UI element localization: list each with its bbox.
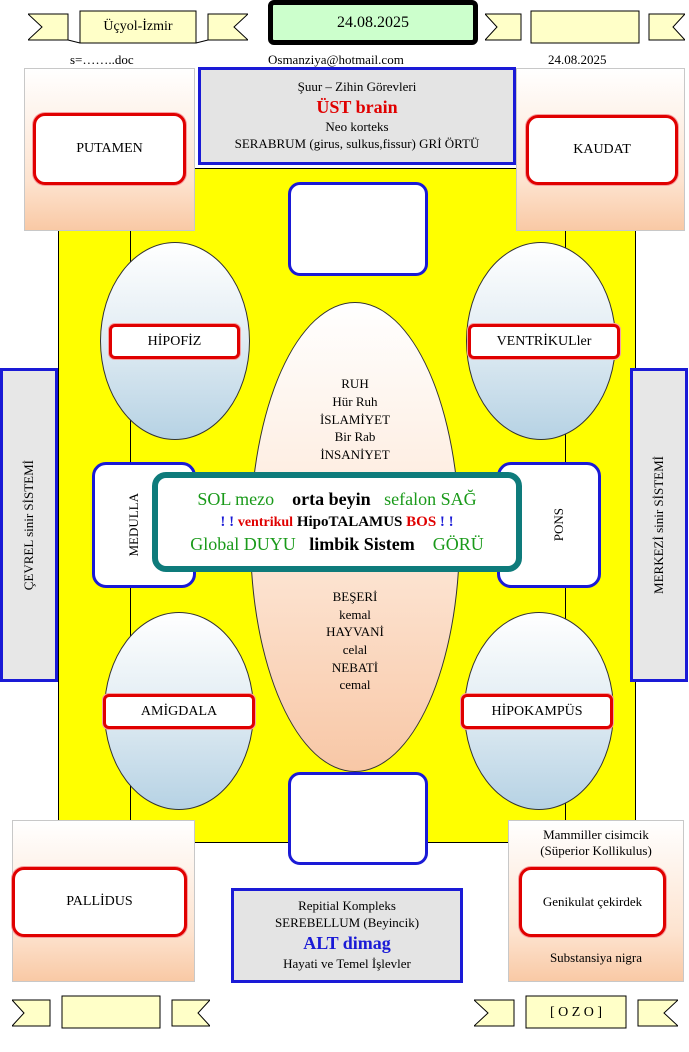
global-duyu: Global DUYU (190, 534, 296, 555)
upper-line-4: İNSANİYET (320, 447, 390, 462)
location-label: Üçyol-İzmir (103, 19, 173, 34)
amigdala-box (103, 694, 255, 729)
email: Osmanziya@hotmail.com (268, 52, 404, 67)
bos: BOS (406, 513, 437, 530)
kaudat-box (526, 115, 678, 185)
lower-line-1: kemal (339, 606, 371, 622)
genikulat-box (519, 867, 666, 937)
upper-line-1: Hür Ruh (332, 393, 378, 409)
lower-line-3: celal (342, 642, 368, 657)
lower-line-4: NEBATİ (331, 659, 379, 675)
ust-brain-line1: Şuur – Zihin Görevleri (297, 78, 417, 94)
hipotalamus-box (152, 472, 522, 572)
pons-label: PONS (551, 508, 566, 542)
limbik-sistem: limbik Sistem (309, 534, 415, 555)
hipofiz-box (109, 324, 240, 359)
teal-row-3 (190, 532, 484, 556)
orta-beyin: orta beyin (292, 489, 371, 510)
pallidus-box (12, 867, 187, 937)
lower-line-0: BEŞERİ (332, 588, 378, 604)
lower-line-5: cemal (339, 677, 371, 693)
date-box-label: 24.08.2025 (337, 13, 409, 31)
substansiya-label: Substansiya nigra (549, 950, 643, 965)
location-banner (28, 8, 248, 46)
alt-dimag-line2: SEREBELLUM (Beyincik) (274, 915, 420, 931)
ventrikul: ventrikul (237, 514, 294, 530)
sol-mezo: SOL mezo (197, 489, 275, 510)
exclaim-right: ! ! (439, 513, 454, 530)
footer-banner-left (12, 992, 210, 1032)
mammiller-label-block (508, 824, 684, 862)
ventrikuller-box (468, 324, 620, 359)
date-box (268, 0, 478, 45)
empty-box-bottom (288, 772, 428, 865)
hipokampus-box (461, 694, 613, 729)
ventrikuller-label: VENTRİKULler (496, 333, 592, 349)
empty-box-top (288, 182, 428, 276)
header-date: 24.08.2025 (548, 52, 607, 67)
center-ellipse-lower-text (250, 586, 460, 696)
mammiller-label: Mammiller cisimcik (543, 827, 649, 842)
teal-row-2 (220, 512, 453, 533)
kaudat-label: KAUDAT (573, 142, 631, 157)
hipofiz-label: HİPOFİZ (147, 333, 202, 349)
medulla-label: MEDULLA (126, 493, 141, 557)
corner-banner-right (485, 8, 685, 46)
ust-brain-line4: SERABRUM (girus, sulkus,fissur) GRİ ÖRTÜ (234, 136, 480, 152)
superior-kollikulus-label: (Süperior Kollikulus) (540, 843, 652, 858)
goru: GÖRÜ (432, 534, 484, 555)
lower-line-2: HAYVANİ (326, 624, 384, 640)
hipotalamus: HipoTALAMUS (296, 513, 403, 530)
pallidus-label: PALLİDUS (66, 894, 133, 909)
file-name: s=……..doc (70, 52, 134, 67)
teal-row-1 (197, 487, 476, 511)
sefalon-sag: sefalon SAĞ (384, 489, 477, 510)
ozo-banner (474, 992, 678, 1032)
putamen-box (33, 113, 186, 185)
alt-dimag-box (231, 888, 463, 983)
upper-line-0: RUH (341, 376, 369, 392)
ust-brain-line3: Neo korteks (325, 119, 389, 135)
alt-dimag-title: ALT dimag (303, 933, 391, 954)
center-ellipse-upper-text (250, 372, 460, 467)
genikulat-label: Genikulat çekirdek (542, 894, 643, 909)
ozo-label: [ O Z O ] (549, 1005, 603, 1020)
hipokampus-label: HİPOKAMPÜS (491, 703, 583, 719)
merkezi-sinir-label: MERKEZİ sinir SİSTEMİ (651, 456, 666, 594)
putamen-label: PUTAMEN (76, 141, 143, 156)
cevrel-sinir-label: ÇEVREL sinir SİSTEMİ (21, 459, 36, 591)
upper-line-3: Bir Rab (334, 429, 376, 445)
cevrel-sinir-panel (0, 368, 58, 682)
upper-line-2: İSLAMİYET (319, 411, 391, 427)
amigdala-label: AMİGDALA (140, 703, 218, 719)
alt-dimag-line4: Hayati ve Temel İşlevler (283, 955, 411, 971)
ust-brain-box (198, 67, 516, 165)
alt-dimag-line1: Repitial Kompleks (298, 898, 396, 914)
merkezi-sinir-panel (630, 368, 688, 682)
exclaim-left: ! ! (220, 513, 235, 530)
ust-brain-title: ÜST brain (316, 96, 398, 117)
